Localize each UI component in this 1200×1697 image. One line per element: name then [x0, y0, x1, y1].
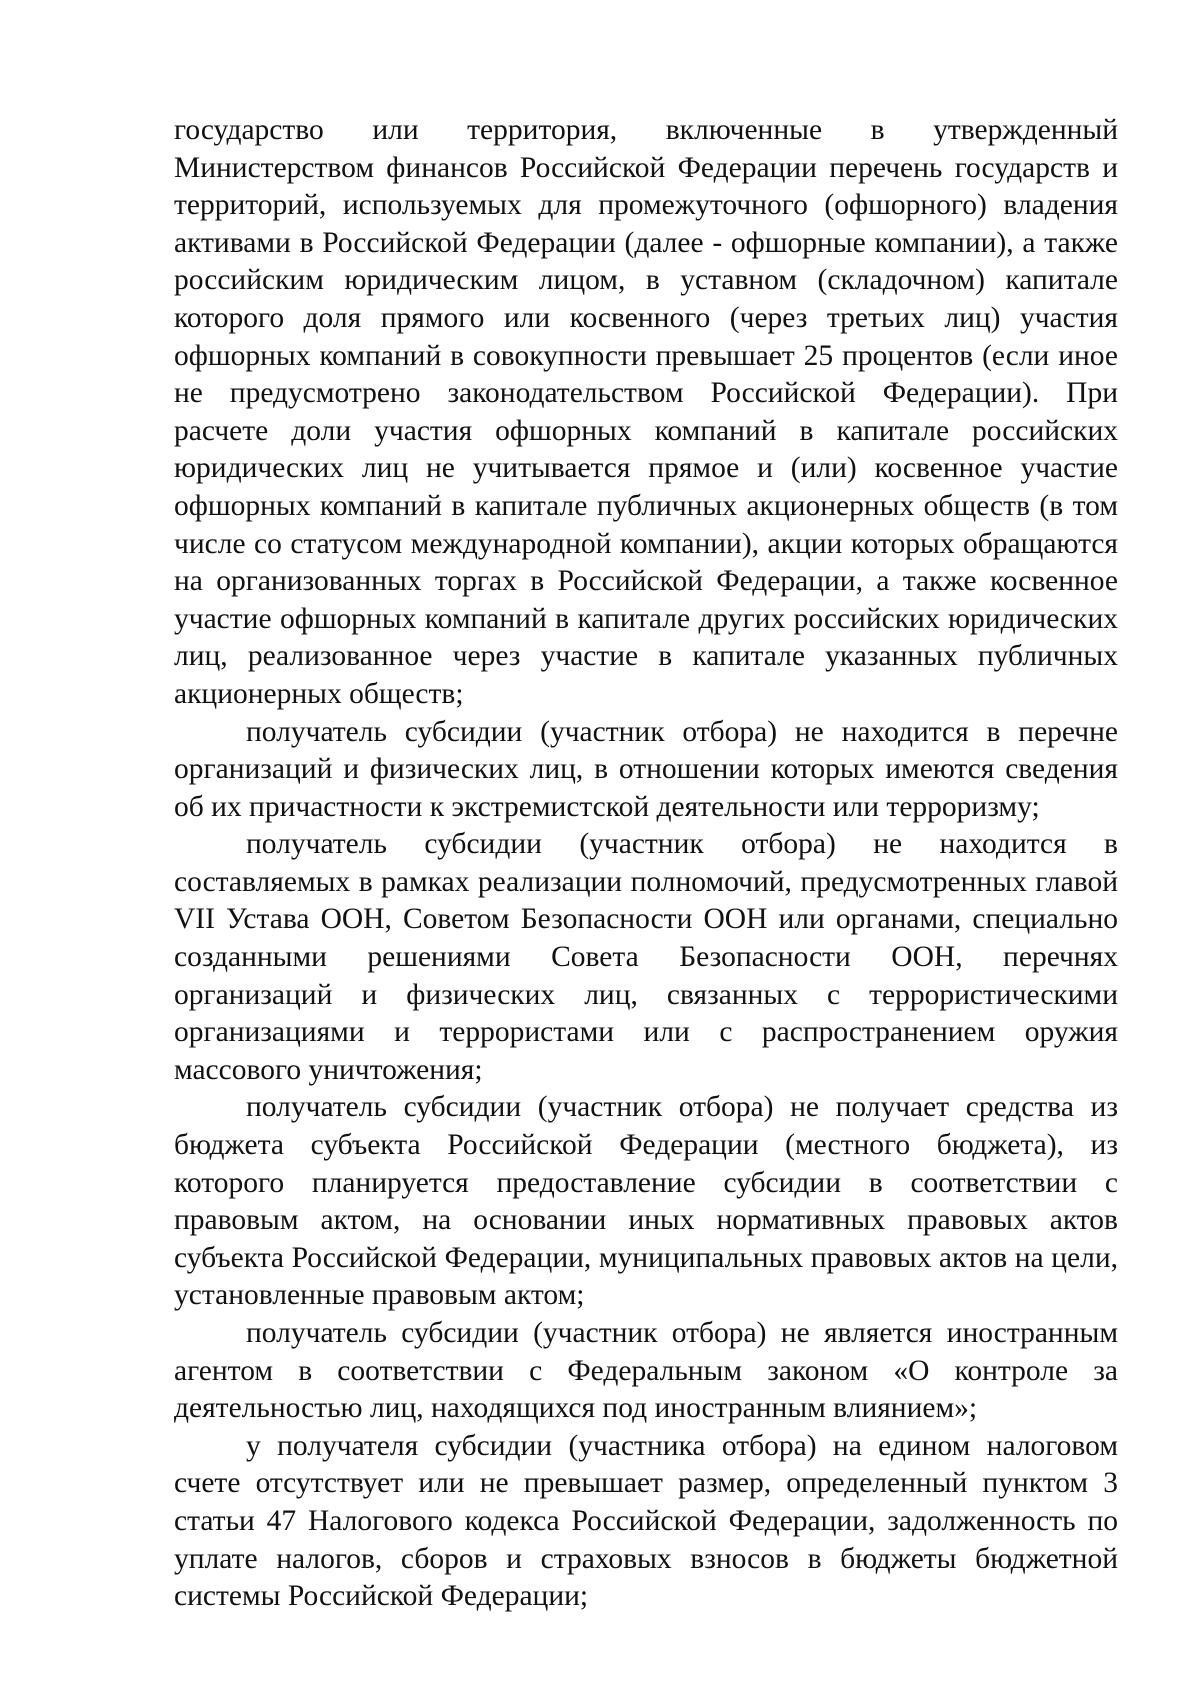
paragraph-budget-funds: получатель субсидии (участник отбора) не получает средства из бюджета субъекта Российской Федерации (местного бюджета), из которого планируется предоставление субсидии в соответствии с правовым актом, на основании иных нормативных правовых актов субъекта Российской Федерации, муниципальных правовых актов на цели, установленные правовым актом; — [174, 1091, 1118, 1312]
paragraph-tax-debt: у получателя субсидии (участника отбора) на едином налоговом счете отсутствует или не превышает размер, определенный пунктом 3 статьи 47 Налогового кодекса Российской Федерации, задолженность по уплате налогов, сборов и страховых взносов в бюджеты бюджетной системы Российской Федерации; — [174, 1429, 1118, 1613]
paragraph-extremism-list: получатель субсидии (участник отбора) не находится в перечне организаций и физических лиц, в отношении которых имеются сведения об их причастности к экстремистской деятельности или терроризму; — [174, 715, 1118, 823]
paragraph-foreign-agent: получатель субсидии (участник отбора) не является иностранным агентом в соответствии с Федеральным законом «О контроле за деятельностью лиц, находящихся под иностранным влиянием»; — [174, 1317, 1118, 1425]
paragraph-offshore-companies: государство или территория, включенные в утвержденный Министерством финансов Российской Федерации перечень государств и территорий, используемых для промежуточного (офшорного) владения активами в Российской Федерации (далее - офшорные компании), а также российским юридическим лицом, в уставном (складочном) капитале которого доля прямого или косвенного (через третьих лиц) участия офшорных компаний в совокупности превышает 25 процентов (если иное не предусмотрено законодательством Российской Федерации). При расчете доли участия офшорных компаний в капитале российских юридических лиц не учитывается прямое и (или) косвенное участие офшорных компаний в капитале публичных акционерных обществ (в том числе со статусом международной компании), акции которых обращаются на организованных торгах в Российской Федерации, а также косвенное участие офшорных компаний в капитале других российских юридических лиц, реализованное через участие в капитале указанных публичных акционерных обществ; — [174, 114, 1118, 710]
paragraph-un-security-council-lists: получатель субсидии (участник отбора) не находится в составляемых в рамках реализации полномочий, предусмотренных главой VII Устава ООН, Советом Безопасности ООН или органами, специально созданными решениями Совета Безопасности ООН, перечнях организаций и физических лиц, связанных с террористическими организациями и террористами или с распространением оружия массового уничтожения; — [174, 828, 1118, 1086]
document-body — [174, 112, 1118, 1616]
